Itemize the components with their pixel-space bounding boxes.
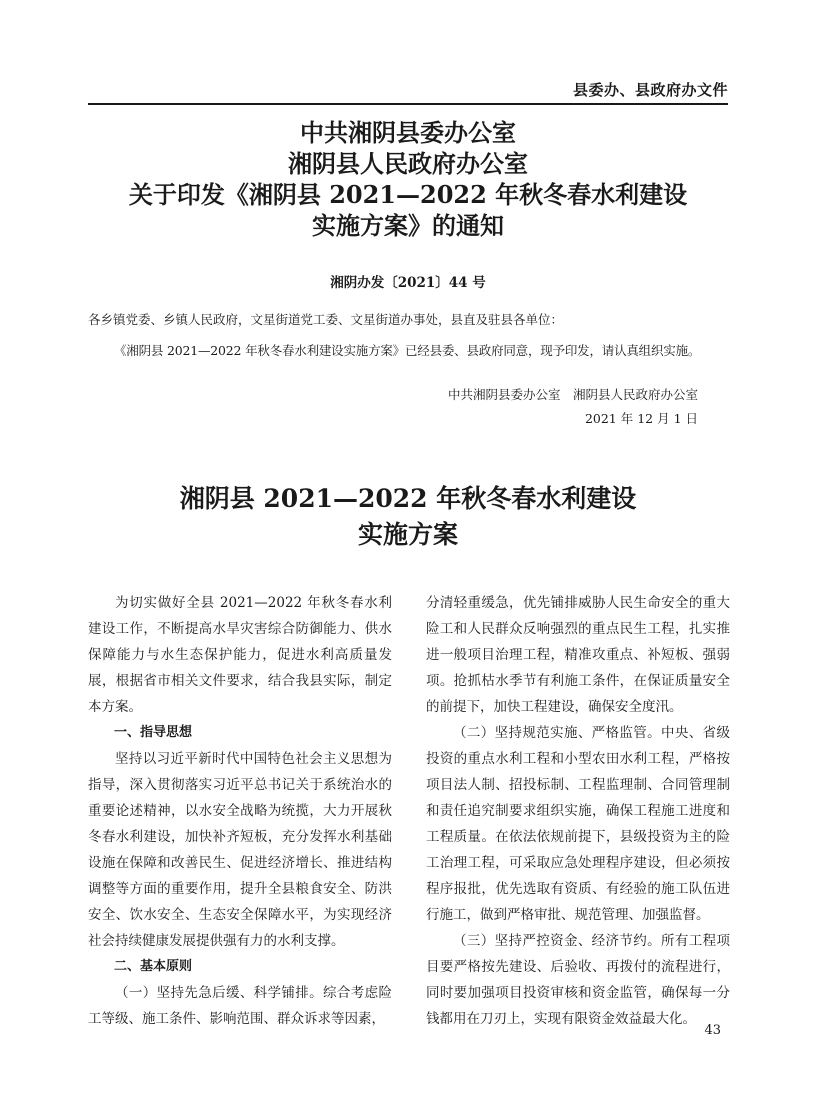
notice-body: 《湘阴县 2021—2022 年秋冬春水利建设实施方案》已经县委、县政府同意，现予印发，请认真组织实施。 (114, 343, 701, 358)
notice-title-line: 中共湘阴县委办公室 (300, 118, 516, 147)
notice-title-line: 湘阴县人民政府办公室 (288, 149, 528, 178)
notice-title-line: 实施方案》的通知 (312, 211, 504, 240)
issuer: 中共湘阴县委办公室 湘阴县人民政府办公室 (447, 387, 698, 402)
document-number: 湘阴办发〔2021〕44 号 (330, 275, 486, 291)
right-column (426, 590, 730, 1032)
issue-date: 2021 年 12 月 1 日 (584, 411, 698, 426)
paragraph: （一）坚持先急后缓、科学铺排。综合考虑险工等级、施工条件、影响范围、群众诉求等因素， (88, 985, 392, 1027)
plan-title-line: 实施方案 (357, 520, 458, 549)
paragraph: （二）坚持规范实施、严格监管。中央、省级投资的重点水利工程和小型农田水利工程，严格按项目法人制、招投标制、工程监理制、合同管理制和责任追究制要求组织实施，确保工程施工进度和工程质量。在依法依规前提下，县级投资为主的险工治理工程，可采取应急处理程序建设，但必须按程序报批，优先选取有资质、有经验的施工队伍进行施工，做到严格审批、规范管理、加强监督。 (426, 725, 730, 923)
plan-title (88, 481, 728, 553)
notice-title-line: 关于印发《湘阴县 2021—2022 年秋冬春水利建设 (128, 180, 688, 209)
header-rule (88, 103, 728, 105)
recipients: 各乡镇党委、乡镇人民政府，文星街道党工委、文星街道办事处，县直及驻县各单位： (88, 312, 564, 327)
page-number: 43 (704, 1023, 721, 1038)
paragraph: 为切实做好全县 2021—2022 年秋冬春水利建设工作，不断提高水旱灾害综合防御能力、供水保障能力与水生态保护能力，促进水利高质量发展，根据省市相关文件要求，结合我县实际，制定本方案。 (88, 595, 392, 715)
left-column (88, 590, 392, 1032)
plan-title-line: 湘阴县 2021—2022 年秋冬春水利建设 (179, 484, 637, 513)
section-heading: 二、基本原则 (114, 959, 193, 974)
section-label: 县委办、县政府办文件 (572, 81, 728, 99)
section-heading: 一、指导思想 (114, 725, 193, 740)
paragraph: 分清轻重缓急，优先铺排威胁人民生命安全的重大险工和人民群众反响强烈的重点民生工程，扎实推进一般项目治理工程，精准攻重点、补短板、强弱项。抢抓枯水季节有利施工条件，在保证质量安全的前提下，加快工程建设，确保安全度汛。 (426, 595, 730, 715)
paragraph: 坚持以习近平新时代中国特色社会主义思想为指导，深入贯彻落实习近平总书记关于系统治水的重要论述精神，以水安全战略为统揽，大力开展秋冬春水利建设，加快补齐短板，充分发挥水利基础设施在保障和改善民生、促进经济增长、推进结构调整等方面的重要作用，提升全县粮食安全、防洪安全、饮水安全、生态安全保障水平，为实现经济社会持续健康发展提供强有力的水利支撑。 (88, 751, 392, 949)
notice-title (88, 117, 728, 241)
paragraph: （三）坚持严控资金、经济节约。所有工程项目要严格按先建设、后验收、再拨付的流程进行，同时要加强项目投资审核和资金监管，确保每一分钱都用在刀刃上，实现有限资金效益最大化。 (426, 933, 730, 1027)
